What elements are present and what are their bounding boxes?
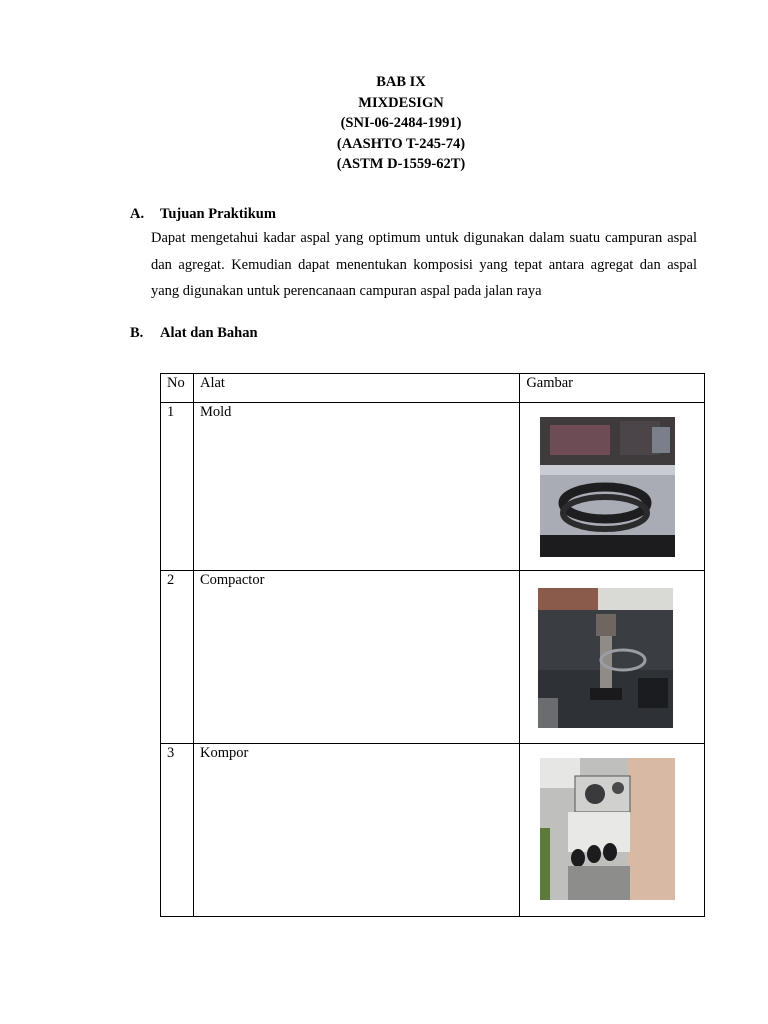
table-row: [161, 744, 705, 917]
compactor-photo: [538, 588, 673, 728]
row-no: 2: [161, 571, 194, 744]
row-gambar: [520, 744, 705, 917]
mold-photo: [540, 417, 675, 557]
standard-sni: (SNI-06-2484-1991): [340, 115, 462, 131]
section-a-paragraph: Dapat mengetahui kadar aspal yang optimum untuk digunakan dalam suatu campuran aspal dan agregat. Kemudian dapat menentukan komposisi yang tepat antara agregat dan aspal yang digunakan untuk perencanaan campuran aspal pada jalan raya: [151, 230, 697, 299]
table-row: [161, 571, 705, 744]
standard-astm: (ASTM D-1559-62T): [336, 156, 466, 172]
row-alat: Mold: [193, 403, 519, 571]
row-gambar: [520, 403, 705, 571]
row-gambar: [520, 571, 705, 744]
stove-photo: [540, 758, 675, 900]
chapter-title: BAB IX: [376, 74, 426, 90]
title-block: [0, 72, 768, 175]
row-alat: Kompor: [193, 744, 519, 917]
section-b-letter: B.: [130, 325, 144, 341]
header-alat: Alat: [193, 374, 519, 403]
table-row: [161, 403, 705, 571]
equipment-table: [160, 373, 705, 917]
header-no: No: [161, 374, 194, 403]
section-a-heading: [130, 206, 276, 223]
header-gambar: Gambar: [520, 374, 705, 403]
section-b-title: Alat dan Bahan: [160, 325, 258, 341]
row-no: 3: [161, 744, 194, 917]
standard-aashto: (AASHTO T-245-74): [336, 135, 466, 152]
row-no: 1: [161, 403, 194, 571]
section-b-heading: [130, 325, 258, 342]
table-header-row: [161, 374, 705, 403]
row-alat: Compactor: [193, 571, 519, 744]
section-a-title: Tujuan Praktikum: [160, 206, 276, 222]
chapter-name: MIXDESIGN: [358, 94, 444, 111]
section-a-letter: A.: [130, 206, 145, 222]
